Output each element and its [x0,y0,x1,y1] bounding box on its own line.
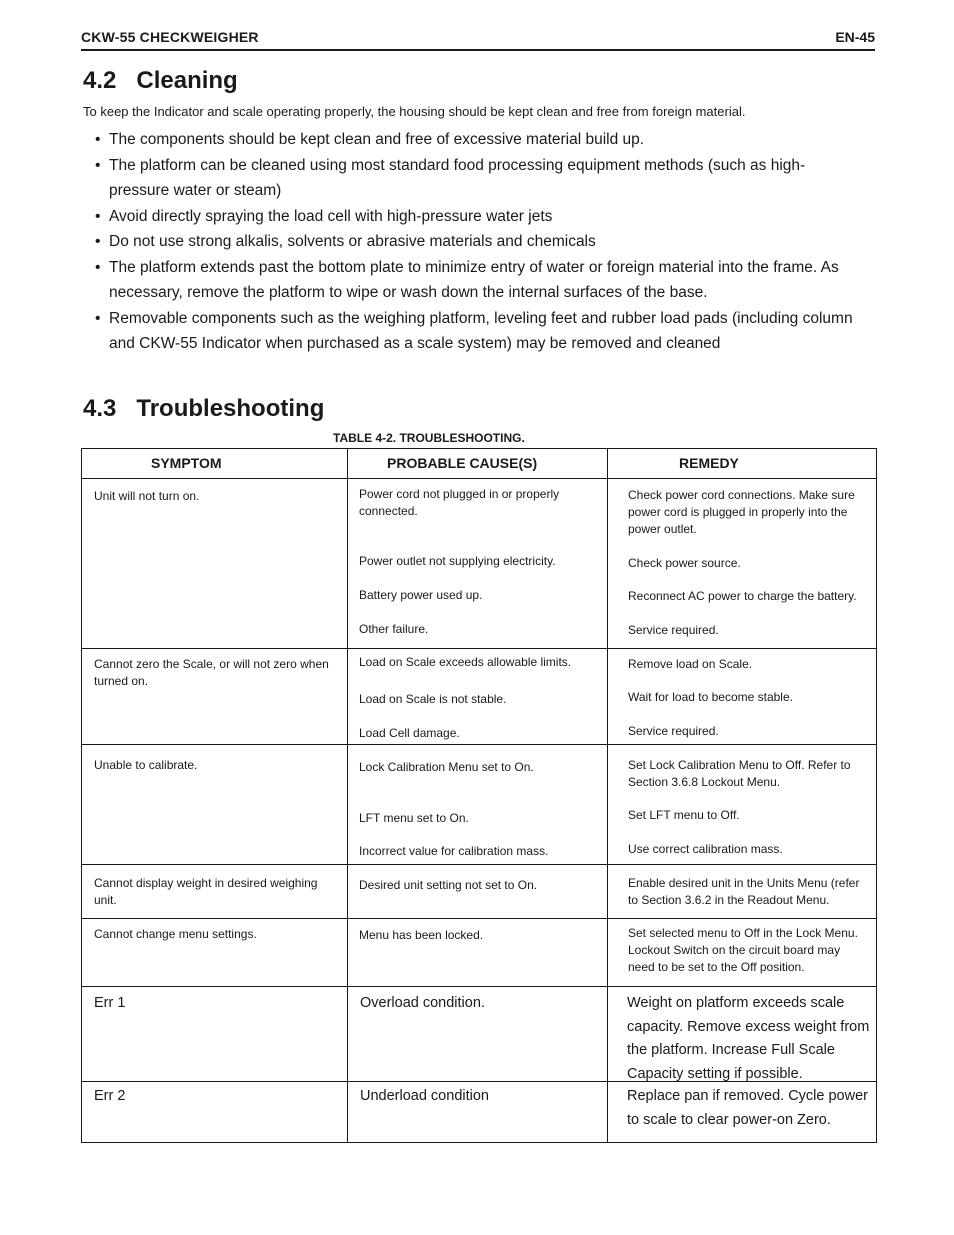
remedy-cell: Set LFT menu to Off. [628,808,740,822]
cause-cell: Underload condition [360,1088,489,1104]
bullet-item: • The platform extends past the bottom plate to minimize entry of water or foreign material into the frame. As necessary, remove the platform to wipe or wash down the internal surfaces of the base. [95,255,865,306]
cause-cell: Power outlet not supplying electricity. [359,554,556,568]
column-divider [347,449,348,1142]
cause-cell: Incorrect value for calibration mass. [359,844,549,858]
page-header [81,29,875,51]
column-header-causes: PROBABLE CAUSE(S) [387,455,538,471]
cause-cell: Overload condition. [360,995,485,1011]
cause-cell: Load on Scale exceeds allowable limits. [359,655,572,669]
page-number: EN-45 [835,29,875,45]
remedy-cell: Wait for load to become stable. [628,690,793,704]
cleaning-bullet-list [95,127,865,357]
column-header-symptom: SYMPTOM [151,455,222,471]
troubleshooting-table [81,448,877,1143]
cause-cell: Other failure. [359,622,429,636]
row-divider [82,986,876,987]
cause-cell: Power cord not plugged in or properly connected. [359,487,560,518]
bullet-item: • Removable components such as the weighing platform, leveling feet and rubber load pads (including column and CKW-55 Indicator when purchased as a scale system) may be removed and cleaned [95,306,865,357]
document-title: CKW-55 CHECKWEIGHER [81,29,259,45]
remedy-cell: Reconnect AC power to charge the battery. [628,589,857,603]
remedy-cell: Check power source. [628,556,741,570]
remedy-cell: Set selected menu to Off in the Lock Menu. Lockout Switch on the circuit board may need to be set to the Off position. [628,926,858,974]
troubleshooting-heading: 4.3 Troubleshooting [83,395,325,422]
row-divider [82,744,876,745]
bullet-item: • Avoid directly spraying the load cell with high-pressure water jets [95,204,865,230]
cause-cell: Load Cell damage. [359,726,460,740]
symptom-cell: Unable to calibrate. [94,758,198,772]
row-divider [82,864,876,865]
bullet-item: • The components should be kept clean and free of excessive material build up. [95,127,865,153]
remedy-cell: Service required. [628,623,719,637]
cleaning-heading: 4.2 Cleaning [83,67,238,94]
remedy-cell: Replace pan if removed. Cycle power to scale to clear power-on Zero. [627,1088,868,1128]
cause-cell: LFT menu set to On. [359,811,469,825]
symptom-cell: Err 2 [94,1088,126,1104]
cause-cell: Desired unit setting not set to On. [359,878,538,892]
remedy-cell: Weight on platform exceeds scale capacity. Remove excess weight from the platform. Increase Full Scale Capacity setting if possible. [627,995,870,1082]
remedy-cell: Check power cord connections. Make sure power cord is plugged in properly into the power outlet. [628,488,855,536]
cause-cell: Battery power used up. [359,588,483,602]
remedy-cell: Use correct calibration mass. [628,842,783,856]
symptom-cell: Cannot zero the Scale, or will not zero when turned on. [94,657,329,688]
symptom-cell: Cannot change menu settings. [94,927,257,941]
column-header-remedy: REMEDY [679,455,739,471]
cause-cell: Menu has been locked. [359,928,484,942]
cleaning-intro: To keep the Indicator and scale operating properly, the housing should be kept clean and free from foreign material. [83,104,746,119]
row-divider [82,918,876,919]
bullet-item: • The platform can be cleaned using most standard food processing equipment methods (such as high-pressure water or steam) [95,153,865,204]
table-caption: TABLE 4-2. TROUBLESHOOTING. [333,431,525,445]
column-divider [607,449,608,1142]
cause-cell: Load on Scale is not stable. [359,692,507,706]
remedy-cell: Remove load on Scale. [628,657,753,671]
cause-cell: Lock Calibration Menu set to On. [359,760,534,774]
row-divider [82,648,876,649]
symptom-cell: Err 1 [94,995,126,1011]
row-divider [82,478,876,479]
remedy-cell: Service required. [628,724,719,738]
symptom-cell: Unit will not turn on. [94,489,200,503]
remedy-cell: Enable desired unit in the Units Menu (refer to Section 3.6.2 in the Readout Menu. [628,876,860,907]
symptom-cell: Cannot display weight in desired weighing unit. [94,876,318,907]
bullet-item: • Do not use strong alkalis, solvents or abrasive materials and chemicals [95,229,865,255]
remedy-cell: Set Lock Calibration Menu to Off. Refer to Section 3.6.8 Lockout Menu. [628,758,851,789]
